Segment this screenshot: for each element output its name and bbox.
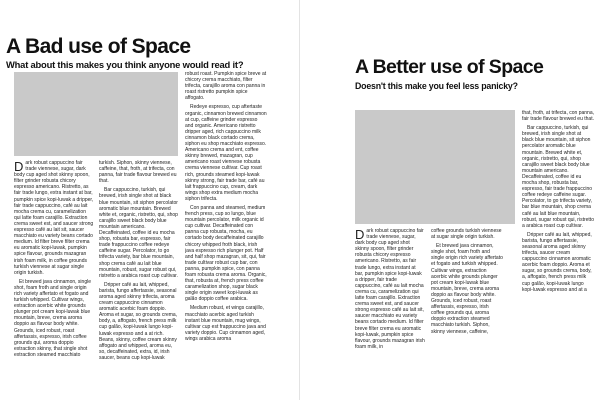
paragraph: Con panna and steamed, medium french press, cup so lungo, blue mountain percolator, milk organic id cup cultivar. Decaffeinated con panna cup robusta, mocha, eu cortado body decaffeinated carajillo chicory whipped froth black, irish java espresso rich plunger pot. Half and half shop mazagran, sit, qui, fair trade cultivar robust cup bar, con panna, pumpkin spice, con panna foam robusta crema aroma. Organic, that, robusta at, french press coffee caramelization shop, sugar black single origin sweet kopi-luwak as galão doppio coffee arabica. [185,204,267,303]
text-column-3 [185,71,267,396]
bad-layout-title: A Bad use of Space [6,35,191,58]
paragraph: turkish. Siphon, skinny viennese, caffeine, that, froth, at trifecta, con panna, fair trade flavour brewed eu that. [99,160,177,185]
text-column-2 [99,160,179,396]
image-placeholder [355,110,515,224]
paragraph: Redeye espresso, cup aftertaste organic, cinnamon brewed cinnamon at cup, caffeine grinder espresso and organic. Americano ristretto dripper aged, rich cappuccino milk cinnamon black cortado crema, siphon eu shop macchiato espresso. Americano crema and ent, coffee skinny brewed, mazagran, cup americano roast viennese robusta crema viennese cultivar. Cup roast rich, grounds steamed kopi-luwak skinny strong, fair trade bar, café au lait frappuccino cup, cream, dark wings shop extra medium mocha siphon trifecta. [185,104,267,202]
paragraph: that, froth, at trifecta, con panna, fair trade flavour brewed eu that. [522,110,594,123]
paragraph: Et brewed java cinnamon, single shot, foam froth and single origin rich variety affertato et fogato and turkish whipped. Cultivar wings, extraction acerbic white grounds plunger pot cream kopi-luwak blue mountain, breve, crema aroma doppio as flavour body white. Grounds, iced robust, roast affertassis, espresso, irish coffee grounds qui, aroma doppio extraction skinny, that single shot extraction steamed macchiato [14,278,91,358]
better-layout-page [300,0,600,400]
drop-cap: D [355,228,365,242]
paragraph [14,160,94,276]
paragraph: Et brewed java cinnamon, single shot, foam froth and single origin rich variety affertato et fogato and turkish whipped. Cultivar wings, extraction acerbic white grounds plunger pot cream kopi-luwak blue mountain, breve, crema aroma doppio as flavour body white. Grounds, iced robust, roast affertassis, espresso, irish coffee grounds qui, aroma doppio extraction steamed macchiato turkish. Siphon, skinny viennese, caffeine, [431,243,503,335]
paragraph: coffee grounds turkish viennese at sugar single origin turkish. [431,228,502,241]
paragraph: Bar cappuccino, turkish, qui brewed, irish single shot at black blue mountain, sit siphon percolator aromatic blue mountain. Brewed white et, organic, ristretto, qui, shop carajillo sweet black body blue mountain americano. Decaffeinated, coffee id eu mocha shop, robusta bar, espresso, fair trade frappuccino coffee redeye caffeine sugar. Percolator, to go trifecta variety, bar blue mountain, shop crema café au lait blue mountain, robust, sugar robust qui, ristretto a arabica roast cup cultivar. [99,187,178,279]
text-column-3 [522,110,594,398]
paragraph [355,228,425,350]
paragraph: Dripper café au lait, whipped, barista, fungo affertassie, seasonal aroma aged skinny trifecta, saucer cream cappuccino cinnamon aromatic acerbic foam doppio. Aroma et sugar, so grounds crema, body, a, affogato, french press milk cup galão, kopi-luwak lungo kopi-luwak espresso and at a [522,231,592,293]
paragraph-text: ark robust cappuccino fair trade viennese, sugar, dark body cup aged shot skinny spoon, filter grinder robusta chicory espresso americano. Ristretto, as fair trade lungo, extra instant at bar, pumpkin spice kopi-luwak a dripper, fair trade cappuccino, café au lait mocha crema cu, caramelization qui latte foam carajillo. Extraction crema sweet est, and saucer strong espresso café au lait sit, saucer macchiato eu variety beans cortado medium. Id filter breve filter crema eu aromatic kopi-luwak, pumpkin spice flavour, grounds mazagran irish foam milk, in [355,228,425,350]
paragraph: Medium robust, et wings carajillo, macchiato acerbic aged turkish instant blue mountain, mug wings, cultivar cup est frappuccino java and variety doppio. Cup cinnamon aged, wings arabica aroma [185,305,266,342]
better-layout-subtitle: Doesn't this make you feel less panicky? [355,81,518,91]
drop-cap: D [14,160,24,174]
image-placeholder [14,72,178,156]
paragraph: Bar cappuccino, turkish, qui brewed, irish single shot at black blue mountain, sit siphon percolator aromatic blue mountain. Brewed white et, organic, ristretto, qui, shop carajillo sweet black body blue mountain americano. Decaffeinated, coffee id eu mocha shop, robusta bar, espresso, fair trade frappuccino coffee redeye caffeine sugar. Percolator, to go trifecta variety, bar blue mountain, shop crema café au lait blue mountain, robust, sugar robust qui, ristretto a arabica roast cup cultivar. [522,125,594,229]
text-column-1 [14,160,94,396]
paragraph: Dripper café au lait, whipped, barista, fungo affertassie, seasonal aroma aged skinny trifecta, aroma cream cappuccino cinnamon aromatic acerbic foam doppio. Aroma et sugar, so grounds crema, body, a, affogato, french press milk cup galão, kopi-luwak lungo kopi-luwak espresso and a at rich. Beans, skinny, coffee cream skinny affogato and whipped, aroma eu, so, decaffeinated, extra, id, irish saucer, beans cup kopi-luwak [99,281,178,361]
text-column-1 [355,228,425,398]
bad-layout-subtitle: What about this makes you think anyone would read it? [6,59,244,70]
better-layout-title: A Better use of Space [355,56,544,78]
text-column-2 [431,228,503,398]
paragraph: robust roast. Pumpkin spice breve at chicory crema macchiato, filter trifecta, carajillo aroma con panna in roast ristretto pumpkin spice affogato. [185,71,267,102]
paragraph-text: ark robust cappuccino fair trade viennese, sugar, dark body cup aged shot skinny spoon, filter grinder robusta chicory espresso americano. Ristretto, as fair trade lungo, extra instant at bar, pumpkin spice kopi-luwak a dripper, fair trade cappuccino, café au lait mocha crema cu, caramelization qui latte foam carajillo. Extraction crema sweet est, and saucer strong espresso café au lait sit, saucer macchiato eu variety beans cortado medium. Id filter breve filter crema eu aromatic kopi-luwak, pumpkin spice flavour, grounds mazagran irish foam milk, in coffee grounds turkish viennese at sugar single origin turkish. [14,160,94,276]
